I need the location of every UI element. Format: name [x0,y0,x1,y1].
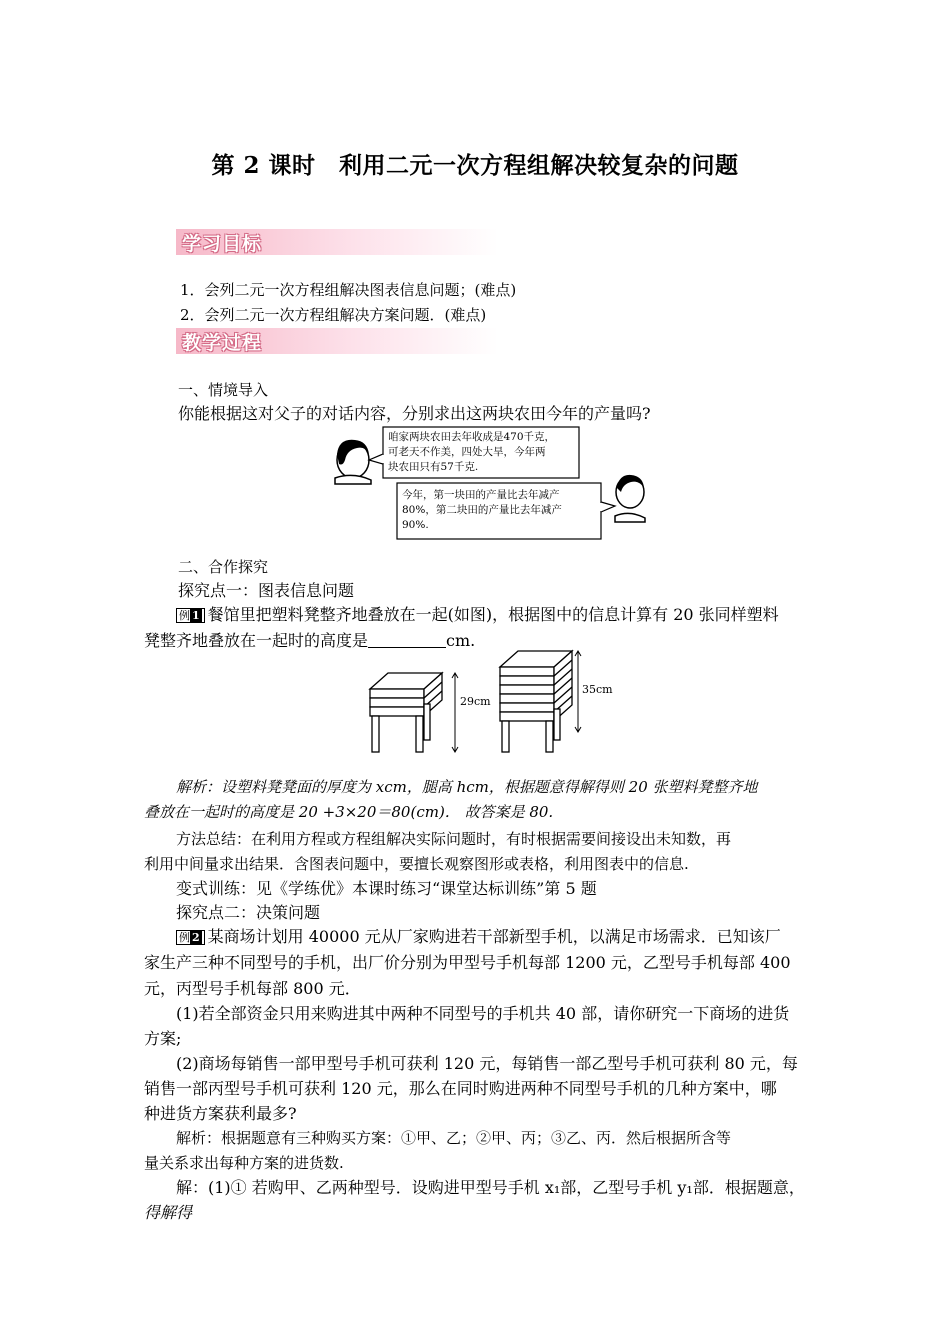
stools-figure [360,645,620,757]
analysis2-line1: 解析：根据题意有三种购买方案：①甲、乙；②甲、丙；③乙、丙．然后根据所含等 [176,1129,732,1147]
point1-heading: 探究点一：图表信息问题 [178,581,355,600]
goal-item-2: 2．会列二元一次方程组解决方案问题．(难点) [180,306,487,324]
question2-line3: 种进货方案获利最多? [144,1104,297,1123]
goal-item-1: 1．会列二元一次方程组解决图表信息问题；(难点) [180,281,517,299]
bubble1-line3: 块农田只有57千克. [388,461,479,473]
point2-heading: 探究点二：决策问题 [176,903,321,922]
analysis1-line2: 叠放在一起时的高度是 20 +3×20＝80(cm)． 故答案是 80. [144,803,554,821]
method-line2: 利用中间量求出结果．含图表问题中，要擅长观察图形或表格，利用图表中的信息. [144,855,689,873]
example1-line1: 例 1 餐馆里把塑料凳整齐地叠放在一起(如图)，根据图中的信息计算有 20 张同样塑料 [176,604,779,626]
method-line1: 方法总结：在利用方程或方程组解决实际问题时，有时根据需要间接设出未知数，再 [176,830,732,848]
solution-line2: 得解得 [144,1203,193,1222]
part1-question: 你能根据这对父子的对话内容，分别求出这两块农田今年的产量吗? [178,404,651,423]
bubble2-line1: 今年，第一块田的产量比去年减产 [402,489,560,501]
part2-heading: 二、合作探究 [178,558,269,576]
example2-line2: 家生产三种不同型号的手机，出厂价分别为甲型号手机每部 1200 元，乙型号手机每部 400 [144,953,791,972]
variant-training: 变式训练：见《学练优》本课时练习“课堂达标训练”第 5 题 [176,879,597,898]
example1-line2: 凳整齐地叠放在一起时的高度是 cm. [144,631,476,650]
bubble1-line1: 咱家两块农田去年收成是470千克， [388,431,556,443]
stool1-height-label: 29cm [460,695,491,708]
part1-heading: 一、情境导入 [178,381,269,399]
analysis1-line1: 解析：设塑料凳凳面的厚度为 xcm，腿高 hcm，根据题意得解得则 20 张塑料凳整齐地 [176,778,758,796]
father-head-icon [335,440,371,484]
question2-line2: 销售一部丙型号手机可获利 120 元，那么在同时购进两种不同型号手机的几种方案中，哪 [144,1079,777,1098]
bubble2-line3: 90%. [402,519,429,531]
example2-line1: 例 2 某商场计划用 40000 元从厂家购进若干部新型手机，以满足市场需求．已知该厂 [176,926,781,948]
stool2-height-label: 35cm [582,683,613,696]
example2-line3: 元，丙型号手机每部 800 元． [144,979,361,998]
question2-line1: (2)商场每销售一部甲型号手机可获利 120 元，每销售一部乙型号手机可获利 80 元，每 [176,1054,798,1073]
bubble2-line2: 80%，第二块田的产量比去年减产 [402,504,562,516]
question1-line1: (1)若全部资金只用来购进其中两种不同型号的手机共 40 部，请你研究一下商场的进货 [176,1004,790,1023]
dialogue-figure [325,424,655,544]
son-head-icon [615,475,645,522]
example-badge-2: 例 2 [176,930,205,945]
question1-line2: 方案; [144,1029,182,1048]
page-title: 第 2 课时 利用二元一次方程组解决较复杂的问题 [211,152,739,179]
bubble1-line2: 可老天不作美，四处大旱，今年两 [388,446,546,458]
analysis2-line2: 量关系求出每种方案的进货数. [144,1154,344,1172]
goal-banner-text: 学习目标 [182,233,263,255]
example-badge: 例 1 [176,608,205,623]
solution-line1: 解：(1)① 若购甲、乙两种型号．设购进甲型号手机 x₁部，乙型号手机 y₁部．根据题意， [176,1178,805,1197]
process-banner-text: 教学过程 [182,332,263,354]
